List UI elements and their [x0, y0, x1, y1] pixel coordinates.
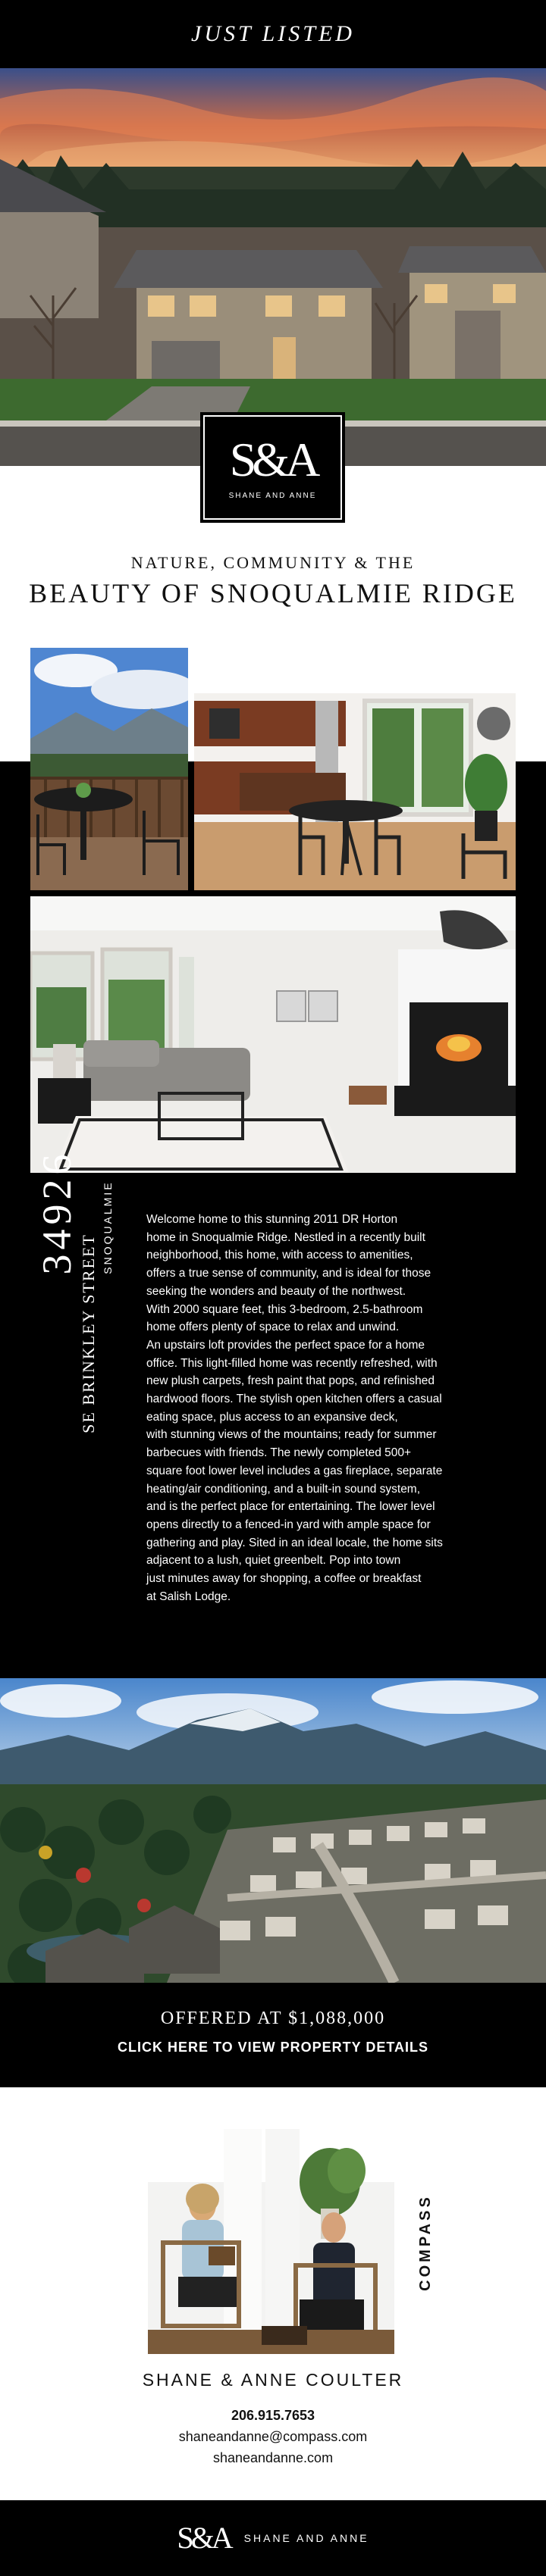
property-address	[30, 1149, 121, 1485]
aerial-photo[interactable]	[0, 1678, 546, 1983]
agent-email-link[interactable]: shaneandanne@compass.com	[178, 2429, 368, 2444]
compass-logo	[415, 2193, 438, 2292]
view-property-details-link[interactable]: CLICK HERE TO VIEW PROPERTY DETAILS	[117, 2040, 429, 2055]
address-street: SE BRINKLEY STREET	[79, 1233, 98, 1433]
kitchen-photo[interactable]	[194, 648, 516, 890]
property-description: Welcome home to this stunning 2011 DR Horton home in Snoqualmie Ridge. Nestled in a recently built neighborhood, this home, with access to amenities, offers a true sense of community, and is ideal for those seeking the wonders and beauty of the northwest. With 2000 square feet, this 3-bedroom, 2.5-bathroom home offers plenty of space to relax and unwind. An upstairs loft provides the perfect space for a home office. This light-filled home was recently refreshed, with new plush carpets, fresh paint that pops, and refinished hardwood floors. The stylish open kitchen offers a casual eating space, plus access to an expansive deck, with stunning views of the mountains; ready for summer barbecues with friends. The newly completed 500+ square foot lower level includes a gas fireplace, separate heating/air conditioning, and a built-in sound system, and is the perfect place for entertaining. The lower level opens directly to a fenced-in yard with ample space for gathering and play. Sited in an ideal locale, the home sits adjacent to a lush, quiet greenbelt. Pop into town just minutes away for shopping, a coffee or breakfast at Salish Lodge.	[146, 1213, 443, 1603]
footer-logo-text: SHANE AND ANNE	[243, 2532, 369, 2544]
shane-and-anne-logo	[203, 415, 342, 520]
headline	[0, 553, 546, 609]
deck-photo[interactable]	[30, 648, 188, 890]
address-city: SNOQUALMIE	[102, 1180, 114, 1274]
agent-website-link[interactable]: shaneandanne.com	[212, 2450, 334, 2465]
address-number: 34926	[34, 1149, 80, 1275]
header-banner	[0, 0, 546, 68]
header-title: JUST LISTED	[191, 21, 355, 46]
logo-mark: S&A	[229, 432, 316, 486]
agent-name: SHANE & ANNE COULTER	[142, 2370, 404, 2390]
agents-photo[interactable]	[148, 2129, 394, 2354]
agent-phone[interactable]: 206.915.7653	[231, 2408, 315, 2423]
compass-wordmark: COMPASS	[417, 2194, 434, 2291]
offer-band	[0, 1983, 546, 2087]
logo-text: SHANE AND ANNE	[228, 491, 317, 500]
headline-line-1: NATURE, COMMUNITY & THE	[130, 553, 416, 572]
hero-house-photo[interactable]	[0, 68, 546, 466]
offer-price: OFFERED AT $1,088,000	[160, 2009, 386, 2028]
footer-logo-mark: S&A	[177, 2521, 231, 2555]
footer	[0, 2500, 546, 2576]
headline-line-2: BEAUTY OF SNOQUALMIE RIDGE	[29, 578, 517, 608]
